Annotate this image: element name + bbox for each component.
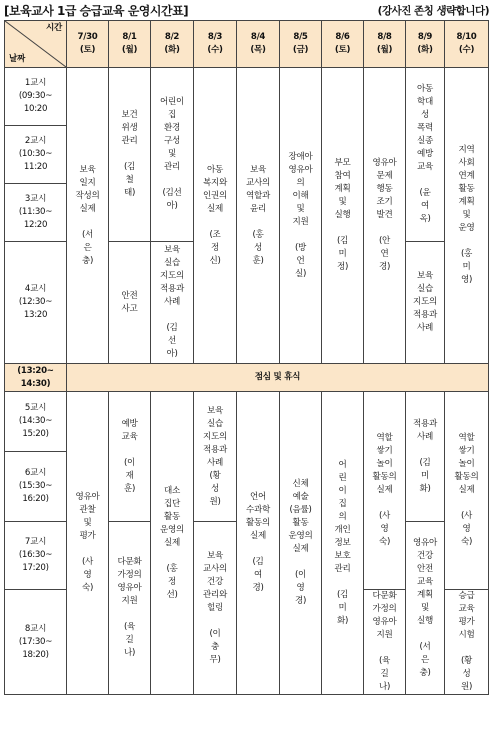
period-row — [5, 392, 489, 452]
class-cell: 부모 참여 계획 및 실행 (김 미 정) — [322, 68, 364, 364]
period-label: 7교시 (16:30~ 17:20) — [5, 522, 67, 590]
day-header: 8/1 (월) — [109, 21, 151, 68]
page-title: [보육교사 1급 승급교육 운영시간표] — [4, 4, 189, 18]
class-cell: 적용과 사례 (김 미 화) — [406, 392, 445, 522]
class-cell: 영유아 건강 안전 교육 계획 및 실행 (서 은 충) — [406, 522, 445, 695]
class-cell: 영유아 문제 행동 조기 발견 (안 연 경) — [364, 68, 406, 364]
schedule-table — [4, 20, 489, 695]
period-label: 6교시 (15:30~ 16:20) — [5, 452, 67, 522]
class-cell: 아동 복지와 인권의 실제 (조 정 신) — [194, 68, 237, 364]
class-cell: 어린이 집 환경 구성 및 관리 (김선 아) — [151, 68, 194, 242]
day-header: 8/3 (수) — [194, 21, 237, 68]
day-header: 8/2 (화) — [151, 21, 194, 68]
lunch-label: 점심 및 휴식 — [67, 364, 489, 392]
period-label: 1교시 (09:30~ 10:20 — [5, 68, 67, 126]
class-cell: 장애아 영유아 의 이해 및 지원 (방 언 실) — [280, 68, 322, 364]
class-cell: 다문화 가정의 영유아 지원 (육 길 나) — [364, 590, 406, 695]
class-cell: 역할 쌓기 놀이 활동의 실제 (사 영 숙) — [364, 392, 406, 590]
period-label: 3교시 (11:30~ 12:20 — [5, 184, 67, 242]
class-cell: 보육 교사의 역할과 윤리 (홍 성 훈) — [237, 68, 280, 364]
corner-cell — [5, 21, 67, 68]
day-header: 8/6 (토) — [322, 21, 364, 68]
period-label: 5교시 (14:30~ 15:20) — [5, 392, 67, 452]
day-header: 8/10 (수) — [445, 21, 489, 68]
class-cell: 승급 교육 평가 시험 (황 성 원) — [445, 590, 489, 695]
class-cell: 보육 실습 지도의 적용과 사례 (김 선 아) — [151, 242, 194, 364]
day-header: 8/8 (월) — [364, 21, 406, 68]
class-cell: 보육 일지 작성의 실제 (서 은 충) — [67, 68, 109, 364]
class-cell: 안전 사고 — [109, 242, 151, 364]
class-cell: 언어 수과학 활동의 실제 (김 여 경) — [237, 392, 280, 695]
class-cell: 보육 교사의 건강 관리와 힐링 (이 충 무) — [194, 522, 237, 695]
period-label: 4교시 (12:30~ 13:20 — [5, 242, 67, 364]
period-row — [5, 68, 489, 126]
class-cell: 영유아 관찰 및 평가 (사 영 숙) — [67, 392, 109, 695]
class-cell: 보육 실습 지도의 적용과 사례 — [406, 242, 445, 364]
corner-time-label: 시간 — [45, 23, 62, 33]
class-cell: 역할 쌓기 놀이 활동의 실제 (사 영 숙) — [445, 392, 489, 590]
class-cell: 보건 위생 관리 (김 철 태) — [109, 68, 151, 242]
lunch-row — [5, 364, 489, 392]
class-cell: 보육 실습 지도의 적용과 사례 (황 성 원) — [194, 392, 237, 522]
header-row — [5, 21, 489, 68]
class-cell: 지역 사회 연계 활동 계획 및 운영 (홍 미 영) — [445, 68, 489, 364]
title-bar — [4, 2, 489, 20]
lunch-time: (13:20~ 14:30) — [5, 364, 67, 392]
day-header: 7/30 (토) — [67, 21, 109, 68]
title-note: (강사진 존칭 생략합니다) — [377, 5, 489, 17]
class-cell: 어 린 이 집 의 개인 정보 보호 관리 (김 미 화) — [322, 392, 364, 695]
class-cell: 다문화 가정의 영유아 지원 (육 길 나) — [109, 522, 151, 695]
class-cell: 대소 집단 활동 운영의 실제 (홍 정 선) — [151, 392, 194, 695]
period-label: 8교시 (17:30~ 18:20) — [5, 590, 67, 695]
class-cell: 신체 예술 (음률) 활동 운영의 실제 (이 영 경) — [280, 392, 322, 695]
period-label: 2교시 (10:30~ 11:20 — [5, 126, 67, 184]
corner-date-label: 날짜 — [9, 54, 26, 64]
day-header: 8/4 (목) — [237, 21, 280, 68]
day-header: 8/5 (금) — [280, 21, 322, 68]
class-cell: 예방 교육 (이 재 훈) — [109, 392, 151, 522]
day-header: 8/9 (화) — [406, 21, 445, 68]
class-cell: 아동 학대 성 폭력 실종 예방 교육 (윤 여 옥) — [406, 68, 445, 242]
